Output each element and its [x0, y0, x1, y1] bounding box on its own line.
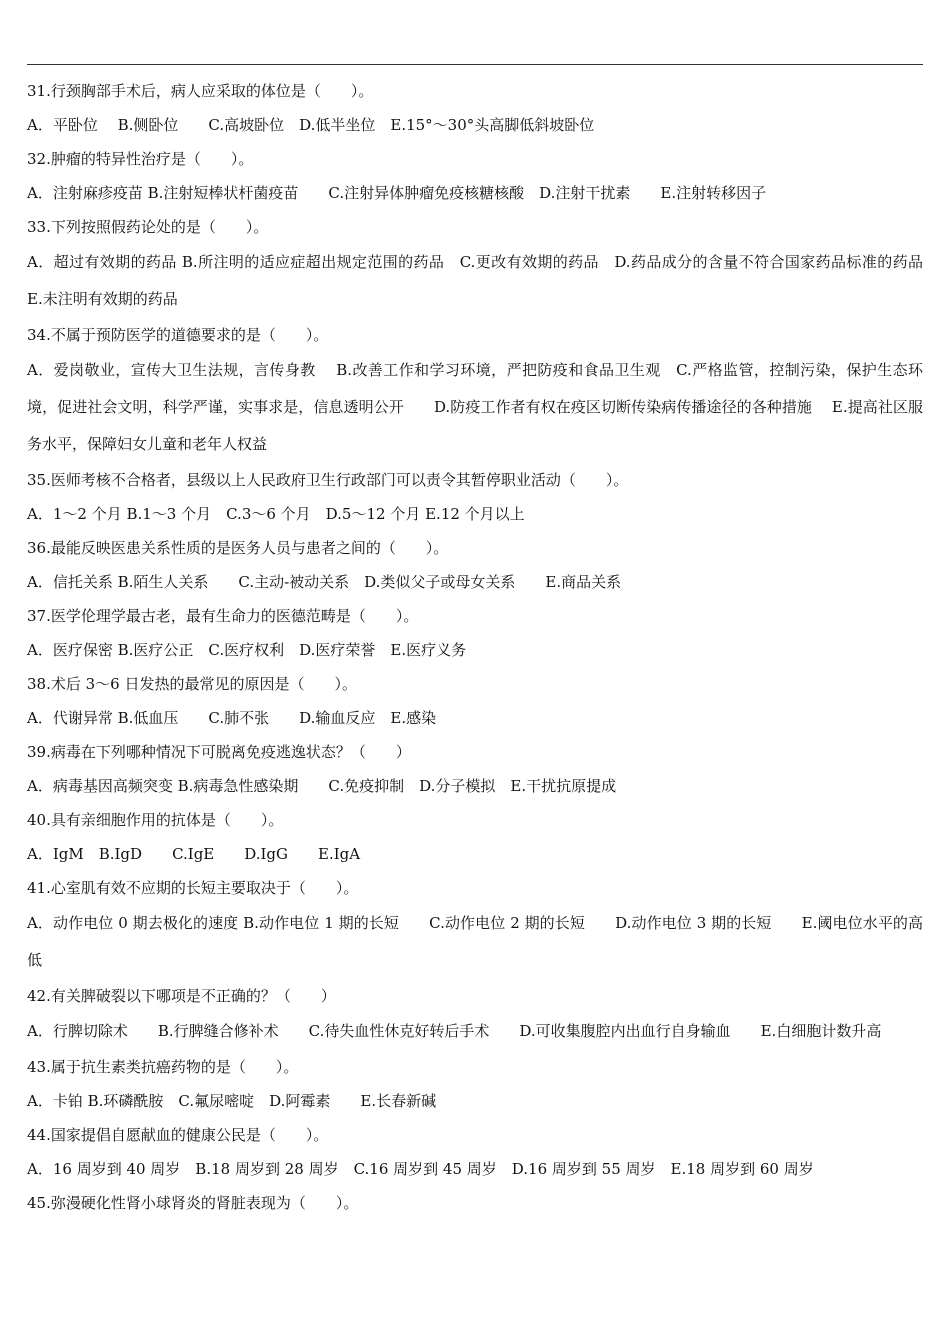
header-rule — [27, 64, 923, 65]
question-44-options: A．16 周岁到 40 周岁 B.18 周岁到 28 周岁 C.16 周岁到 45 周岁 D.16 周岁到 55 周岁 E.18 周岁到 60 周岁 — [27, 1160, 814, 1178]
question-37-options: A．医疗保密 B.医疗公正 C.医疗权利 D.医疗荣誉 E.医疗义务 — [27, 641, 467, 659]
question-36-options: A．信托关系 B.陌生人关系 C.主动-被动关系 D.类似父子或母女关系 E.商品关系 — [27, 573, 622, 591]
question-33-options: A．超过有效期的药品 B.所注明的适应症超出规定范围的药品 C.更改有效期的药品 D.药品成分的含量不符合国家药品标准的药品 E.未注明有效期的药品 — [27, 253, 939, 308]
question-34-options: A．爱岗敬业，宣传大卫生法规，言传身教 B.改善工作和学习环境，严把防疫和食品卫生观 C.严格监管，控制污染，保护生态环境，促进社会文明，科学严谨，实事求是，信息透明公开 D.防疫工作者有权在疫区切断传染病传播途径的各种措施 E.提高社区服务水平，保障妇女儿童和老年人权益 — [27, 361, 923, 453]
question-40-options: A．IgM B.IgD C.IgE D.IgG E.IgA — [27, 845, 361, 863]
question-38-options: A．代谢异常 B.低血压 C.肺不张 D.输血反应 E.感染 — [27, 709, 437, 727]
question-35-stem: 35.医师考核不合格者，县级以上人民政府卫生行政部门可以责令其暂停职业活动（ ）。 — [27, 471, 629, 489]
question-41-options: A．动作电位 0 期去极化的速度 B.动作电位 1 期的长短 C.动作电位 2 期的长短 D.动作电位 3 期的长短 E.阈电位水平的高低 — [27, 914, 923, 969]
question-43-options: A．卡铂 B.环磷酰胺 C.氟尿嘧啶 D.阿霉素 E.长春新碱 — [27, 1092, 437, 1110]
question-34-stem: 34.不属于预防医学的道德要求的是（ ）。 — [27, 326, 329, 344]
question-33-stem: 33.下列按照假药论处的是（ ）。 — [27, 218, 269, 236]
question-31-options: A．平卧位 B.侧卧位 C.高坡卧位 D.低半坐位 E.15°～30°头高脚低斜坡卧位 — [27, 116, 595, 134]
question-39-stem: 39.病毒在下列哪种情况下可脱离免疫逃逸状态？（ ） — [27, 743, 411, 761]
question-35-options: A．1～2 个月 B.1～3 个月 C.3～6 个月 D.5～12 个月 E.12 个月以上 — [27, 505, 525, 523]
question-31-stem: 31.行颈胸部手术后，病人应采取的体位是（ ）。 — [27, 82, 374, 100]
question-36-stem: 36.最能反映医患关系性质的是医务人员与患者之间的（ ）。 — [27, 539, 449, 557]
question-43-stem: 43.属于抗生素类抗癌药物的是（ ）。 — [27, 1058, 299, 1076]
question-37-stem: 37.医学伦理学最古老，最有生命力的医德范畴是（ ）。 — [27, 607, 419, 625]
question-42-stem: 42.有关脾破裂以下哪项是不正确的？（ ） — [27, 987, 336, 1005]
question-45-stem: 45.弥漫硬化性肾小球肾炎的肾脏表现为（ ）。 — [27, 1194, 359, 1212]
question-40-stem: 40.具有亲细胞作用的抗体是（ ）。 — [27, 811, 284, 829]
question-32-stem: 32.肿瘤的特异性治疗是（ ）。 — [27, 150, 254, 168]
question-39-options: A．病毒基因高频突变 B.病毒急性感染期 C.免疫抑制 D.分子模拟 E.干扰抗原提成 — [27, 777, 617, 795]
question-38-stem: 38.术后 3～6 日发热的最常见的原因是（ ）。 — [27, 675, 357, 693]
question-list — [27, 74, 939, 1220]
question-42-options: A．行脾切除术 B.行脾缝合修补术 C.待失血性休克好转后手术 D.可收集腹腔内出血行自身输血 E.白细胞计数升高 — [27, 1022, 882, 1040]
question-41-stem: 41.心室肌有效不应期的长短主要取决于（ ）。 — [27, 879, 359, 897]
question-32-options: A．注射麻疹疫苗 B.注射短棒状杆菌疫苗 C.注射异体肿瘤免疫核糖核酸 D.注射干扰素 E.注射转移因子 — [27, 184, 767, 202]
question-44-stem: 44.国家提倡自愿献血的健康公民是（ ）。 — [27, 1126, 329, 1144]
